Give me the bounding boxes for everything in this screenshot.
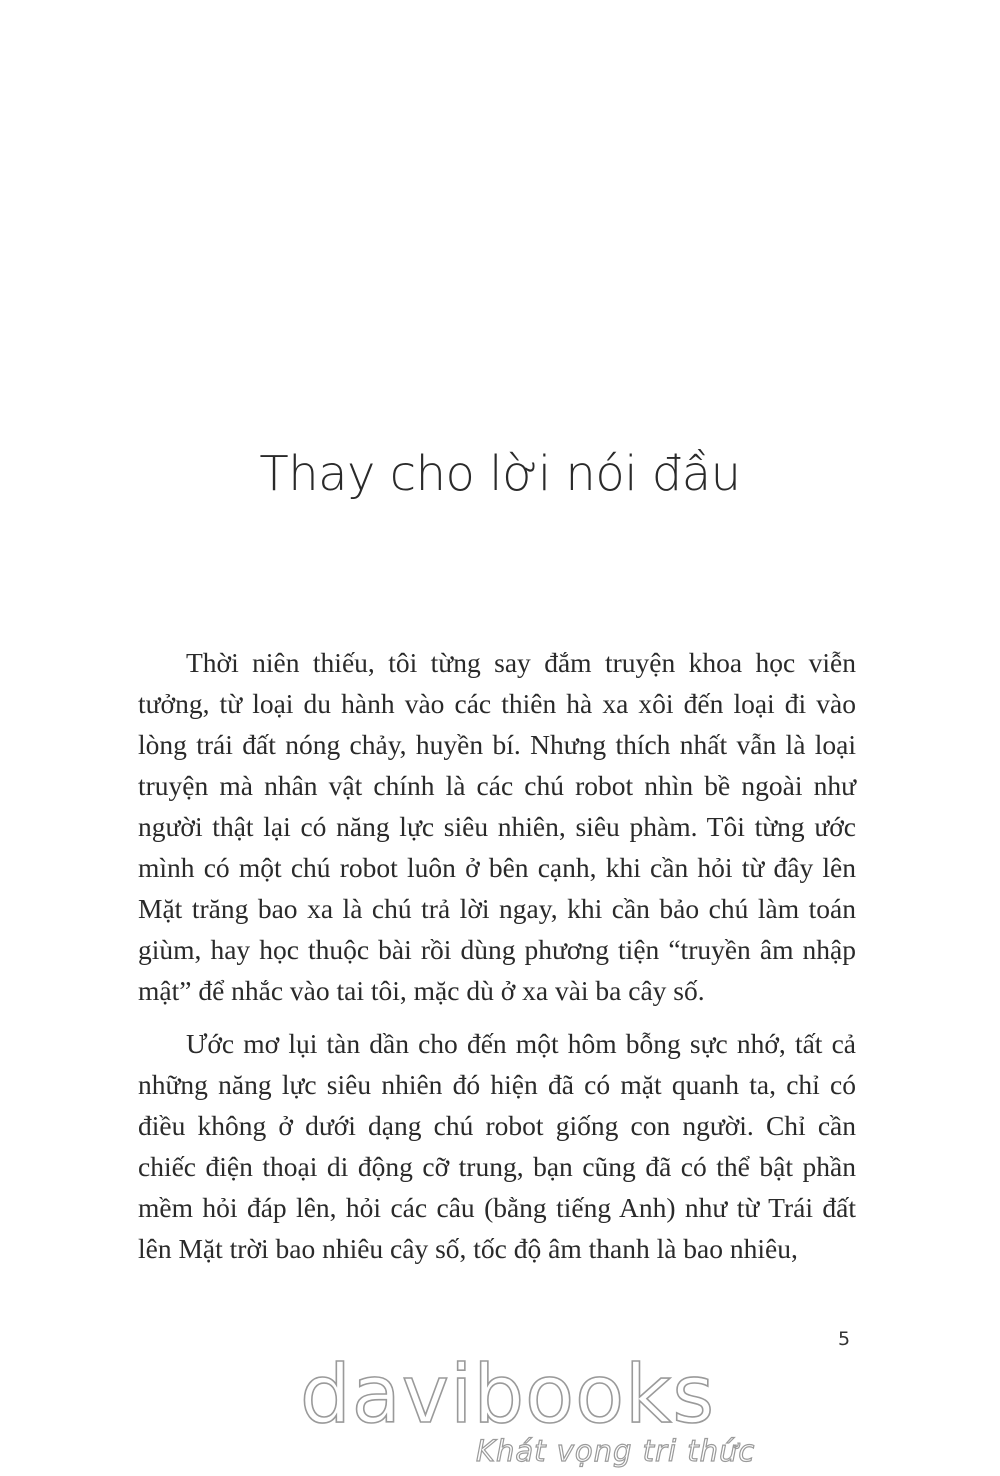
page-number: 5 xyxy=(838,1328,851,1350)
watermark-logo: davibooks xyxy=(300,1348,716,1441)
paragraph-2: Ước mơ lụi tàn dần cho đến một hôm bỗng sực nhớ, tất cả những năng lực siêu nhiên đó hiện đã có mặt quanh ta, chỉ có điều không ở dưới dạng chú robot giống con người. Chỉ cần chiếc điện thoại di động cỡ trung, bạn cũng đã có thể bật phần mềm hỏi đáp lên, hỏi các câu (bằng tiếng Anh) như từ Trái đất lên Mặt trời bao nhiêu cây số, tốc độ âm thanh là bao nhiêu, xyxy=(138,1028,856,1264)
chapter-title: Thay cho lời nói đầu xyxy=(259,446,741,502)
body-text xyxy=(138,642,856,1269)
paragraph-1: Thời niên thiếu, tôi từng say đắm truyện khoa học viễn tưởng, từ loại du hành vào các thiên hà xa xôi đến loại đi vào lòng trái đất nóng chảy, huyền bí. Nhưng thích nhất vẫn là loại truyện mà nhân vật chính là các chú robot nhìn bề ngoài như người thật lại có năng lực siêu nhiên, siêu phàm. Tôi từng ước mình có một chú robot luôn ở bên cạnh, khi cần hỏi từ đây lên Mặt trăng bao xa là chú trả lời ngay, khi cần bảo chú làm toán giùm, hay học thuộc bài rồi dùng phương tiện “truyền âm nhập mật” để nhắc vào tai tôi, mặc dù ở xa vài ba cây số. xyxy=(138,647,856,1006)
watermark-tagline: Khát vọng tri thức xyxy=(476,1434,756,1468)
